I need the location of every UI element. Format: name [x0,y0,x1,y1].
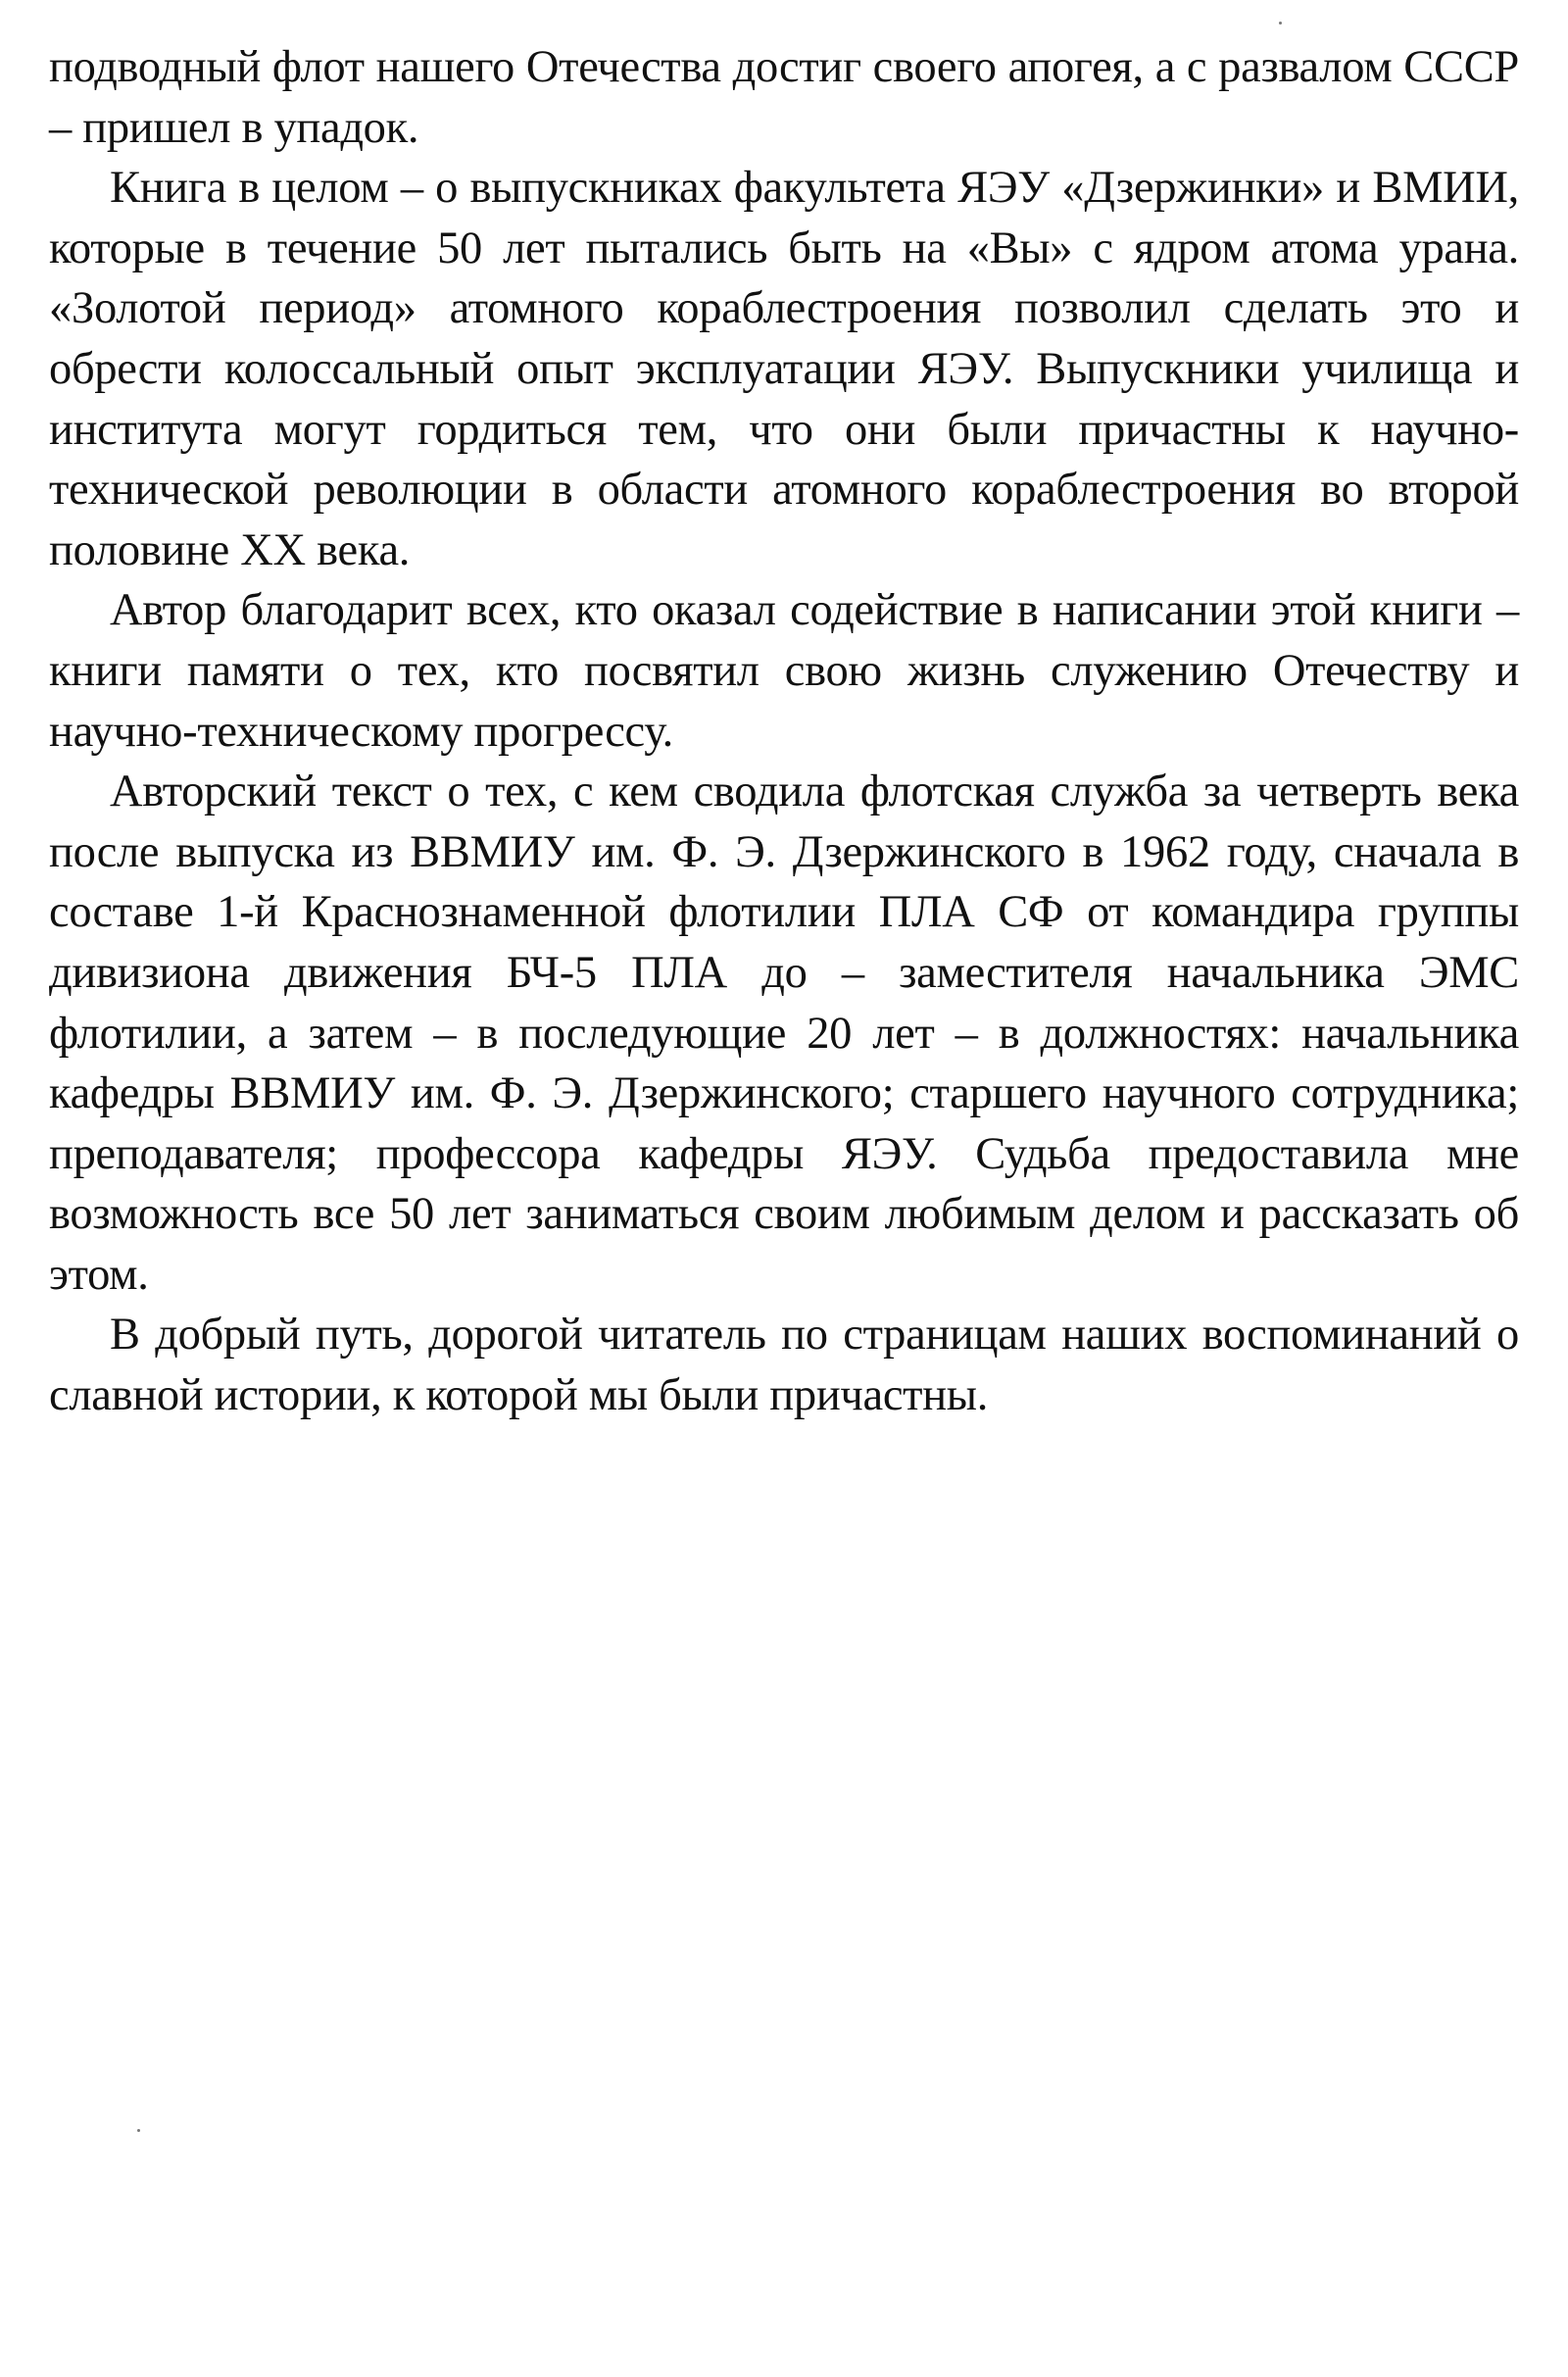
paragraph-5: В добрый путь, дорогой читатель по страницам наших воспоминаний о славной истории, к которой мы были причастны. [49,1310,1519,1421]
paragraph-3: Автор благодарит всех, кто оказал содействие в написании этой книги – книги памяти о тех, кто посвятил свою жизнь служению Отечеству и научно-техническому прогрессу. [49,585,1519,757]
scan-speck [137,2129,140,2132]
page-body [49,37,1519,1426]
paragraph-2: Книга в целом – о выпускниках факультета ЯЭУ «Дзержинки» и ВМИИ, которые в течение 50 лет пытались быть на «Вы» с ядром атома урана. «Золотой период» атомного кораблестроения позволил сделать это и обрести колоссальный опыт эксплуатации ЯЭУ. Выпускники училища и института могут гордиться тем, что они были причастны к научно-технической революции в области атомного кораблестроения во второй половине XX века. [49,163,1519,575]
paragraph-1: подводный флот нашего Отечества достиг своего апогея, а с развалом СССР – пришел в упадок. [49,42,1519,153]
paragraph-4: Авторский текст о тех, с кем сводила флотская служба за четверть века после выпуска из ВВМИУ им. Ф. Э. Дзержинского в 1962 году, сначала в составе 1-й Краснознаменной флотилии ПЛА СФ от командира группы дивизиона движения БЧ-5 ПЛА до – заместителя начальника ЭМС флотилии, а затем – в последующие 20 лет – в должностях: начальника кафедры ВВМИУ им. Ф. Э. Дзержинского; старшего научного сотрудника; преподавателя; профессора кафедры ЯЭУ. Судьба предоставила мне возможность все 50 лет заниматься своим любимым делом и рассказать об этом. [49,767,1519,1300]
scan-speck [1279,22,1282,25]
